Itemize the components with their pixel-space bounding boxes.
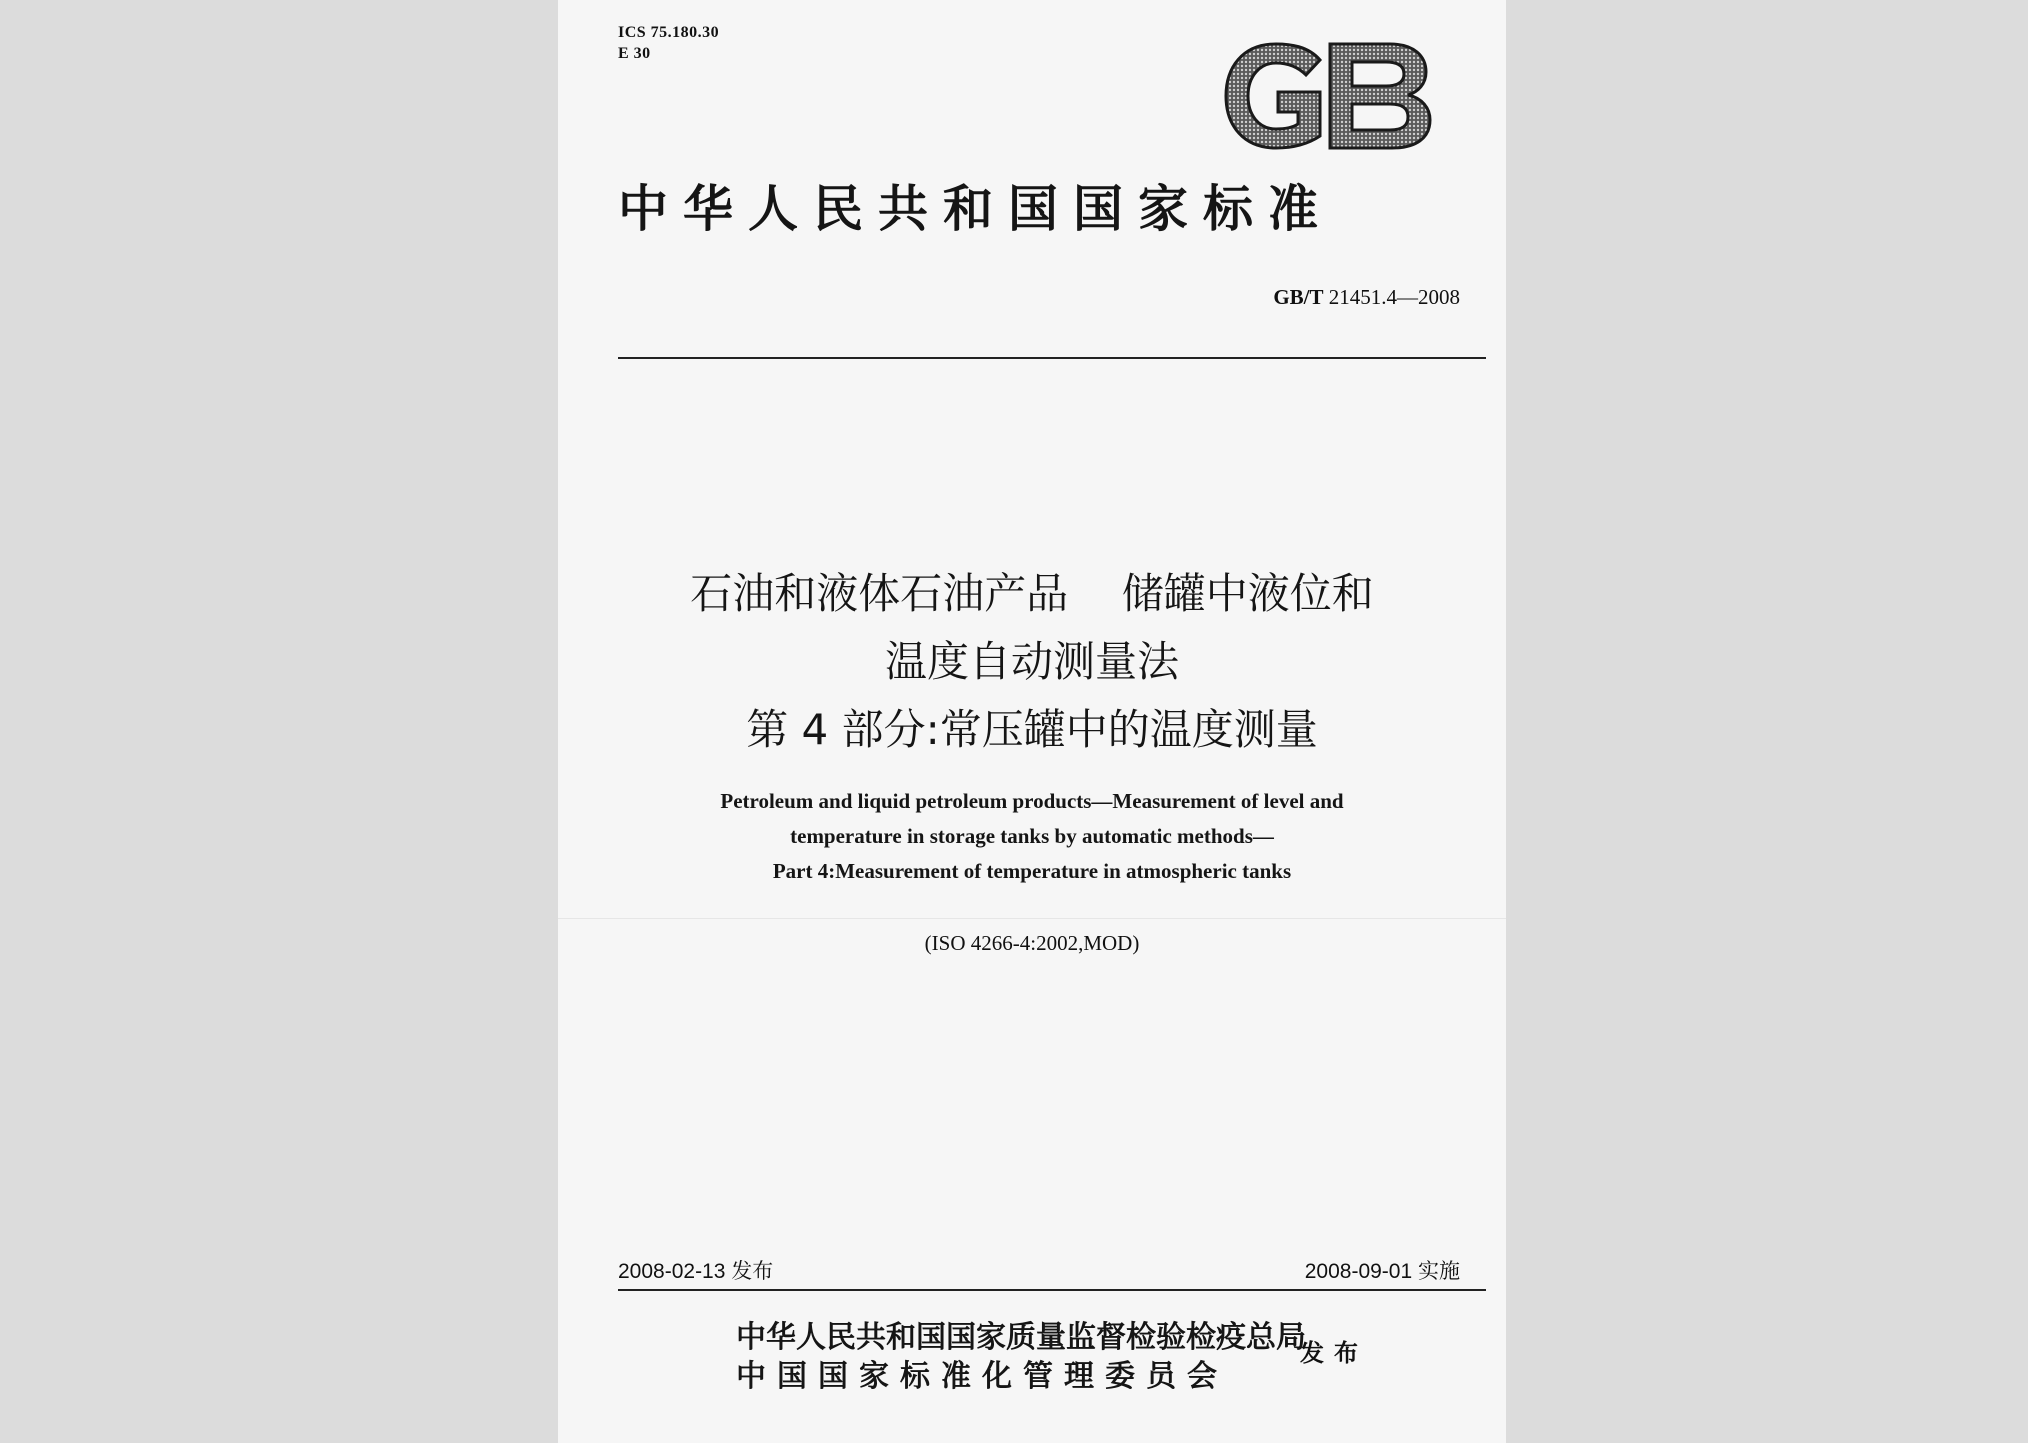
ccs-code: E 30 — [618, 45, 651, 62]
date-divider — [618, 1289, 1486, 1291]
issuer-sac: 中国国家标准化管理委员会 — [736, 1359, 1228, 1394]
english-title — [482, 784, 1582, 889]
english-title-line-3: Part 4:Measurement of temperature in atmospheric tanks — [772, 859, 1292, 883]
chinese-title-line-2: 温度自动测量法 — [884, 637, 1179, 686]
publish-date: 2008-02-13 发布 — [618, 1260, 774, 1283]
issuing-authorities — [736, 1318, 1306, 1396]
ics-code: ICS 75.180.30 — [618, 24, 720, 41]
classification-codes — [618, 22, 719, 64]
effective-date: 2008-09-01 实施 — [1304, 1260, 1460, 1283]
logo-letter-g — [1226, 44, 1320, 148]
standard-code: 21451.4—2008 — [1328, 285, 1460, 309]
iso-reference: (ISO 4266-4:2002,MOD) — [924, 931, 1140, 955]
gb-logo-icon — [1220, 40, 1434, 152]
document-page — [558, 0, 1506, 1443]
logo-letter-b — [1330, 44, 1430, 148]
chinese-title — [482, 560, 1582, 764]
standard-number — [1273, 283, 1460, 311]
english-title-line-2: temperature in storage tanks by automatic methods— — [790, 824, 1274, 848]
standard-prefix: GB/T — [1273, 285, 1324, 309]
scan-artifact-line — [558, 918, 1506, 919]
english-title-line-1: Petroleum and liquid petroleum products—Measurement of level and — [720, 789, 1344, 813]
national-standard-heading: 中华人民共和国国家标准 — [618, 179, 1333, 238]
issuer-aqsiq: 中华人民共和国国家质量监督检验检疫总局 — [736, 1320, 1306, 1355]
issue-label: 发布 — [1300, 1339, 1368, 1367]
header-divider — [618, 357, 1486, 359]
chinese-title-line-3: 第 4 部分:常压罐中的温度测量 — [746, 705, 1318, 754]
chinese-title-line-1: 石油和液体石油产品 储罐中液位和 — [690, 569, 1374, 618]
